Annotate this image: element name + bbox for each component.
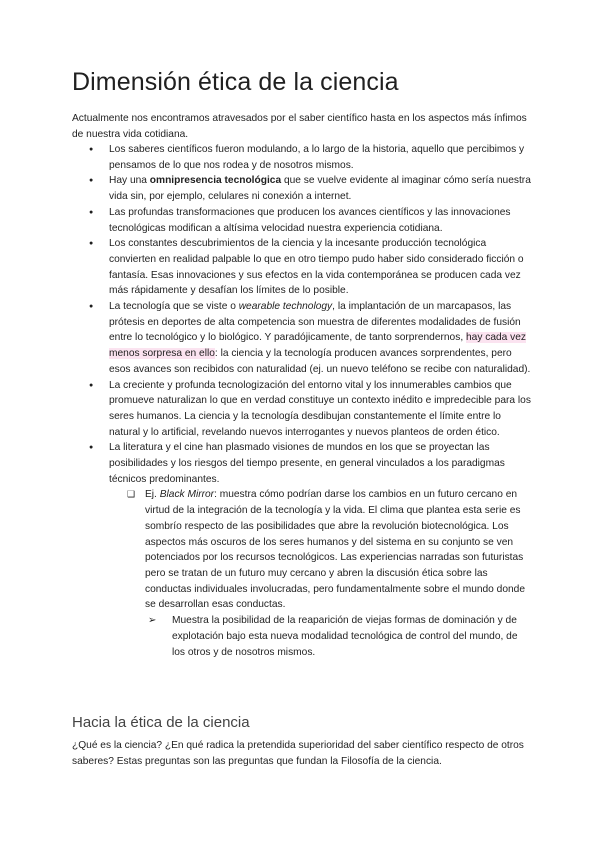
highlighted-text: hay cada vez menos sorpresa en ello <box>109 332 527 360</box>
bullet-text: La creciente y profunda tecnologización del entorno vital y los innumerables cambios que promueve naturalizan lo que en verdad constituye un contexto inédito e impredecible para los seres humanos. La ciencia y la tecnología desdibujan constantemente el límite entre lo natural y lo artificial, revelando nuevos interrogantes y nuevos planteos de orden ético. <box>109 379 531 438</box>
bullet-text: Hay una <box>109 175 150 187</box>
italic-title: Black Mirror <box>159 489 215 501</box>
list-item <box>72 142 532 173</box>
list-item <box>72 378 532 441</box>
sub-text: Ej. <box>145 489 160 501</box>
list-item <box>72 205 532 236</box>
sub-sub-list <box>145 613 532 660</box>
bullet-text: , la implantación de un marcapasos, las prótesis en deportes de alta competencia son muestra de diferentes modalidades de fusión entre lo tecnológico y lo biológico. Y paradójicamente, de tanto sorprendernos, <box>109 301 521 344</box>
list-item <box>72 173 532 204</box>
list-item <box>72 440 532 660</box>
bullet-text: La literatura y el cine han plasmado visiones de mundos en los que se proyectan las posibilidades y los riesgos del tiempo presente, en general vinculados a los paradigmas técnicos predominantes. <box>109 442 505 485</box>
bullet-list <box>72 142 532 660</box>
page-title: Dimensión ética de la ciencia <box>72 68 399 96</box>
sub-list <box>109 487 532 660</box>
intro-paragraph: Actualmente nos encontramos atravesados por el saber científico hasta en los aspectos más ínfimos de nuestra vida cotidiana. <box>72 113 527 140</box>
list-item <box>72 299 532 378</box>
sub-list-item <box>109 487 532 660</box>
bullet-text: Los constantes descubrimientos de la ciencia y la incesante producción tecnológica convierten en realidad palpable lo que en otro tiempo pudo haber sido considerado ficción o fantasía. Esas innovaciones y sus efectos en la vida contemporánea se producen cada vez más rápidamente y desafían los límites de lo posible. <box>109 238 524 297</box>
sub-text: : muestra cómo podrían darse los cambios en un futuro cercano en virtud de la integración de la tecnología y la vida. El clima que plantea esta serie es sombrío respecto de las posibilidades que abre la revolución biotecnológica. Los aspectos más oscuros de los seres humanos y del sistema en su conjunto se ven potenciados por los recursos tecnológicos. Las experiencias narradas son futuristas pero se tratan de un futuro muy cercano y abren la discusión ética sobre las conductas individuales involucradas, pero fundamentalmente sobre el mundo donde se desarrollan esas conductas. <box>145 489 526 611</box>
bullet-text: Los saberes científicos fueron modulando, a lo largo de la historia, aquello que percibimos y pensamos de lo que nos rodea y de nosotros mismos. <box>109 144 525 171</box>
section-heading: Hacia la ética de la ciencia <box>72 714 250 731</box>
bullet-text: Las profundas transformaciones que producen los avances científicos y las innovaciones tecnológicas modifican a altísima velocidad nuestra experiencia cotidiana. <box>109 206 511 234</box>
bold-term: omnipresencia tecnológica <box>149 175 282 187</box>
list-item <box>72 236 532 299</box>
italic-term: wearable technology <box>238 301 333 313</box>
sub-sub-list-item <box>145 613 532 660</box>
bullet-text: que se vuelve evidente al imaginar cómo sería nuestra vida sin, por ejemplo, celulares ni conexión a internet. <box>109 175 531 203</box>
bullet-text: La tecnología que se viste o <box>109 301 239 313</box>
bullet-text: : la ciencia y la tecnología producen avances sorprendentes, pero esos avances son recibidos con naturalidad (ej. un nuevo teléfono se recibe con naturalidad). <box>109 348 531 375</box>
sub-sub-text: Muestra la posibilidad de la reaparición de viejas formas de dominación y de explotación bajo esta nueva modalidad tecnológica de control del mundo, de los otros y de nosotros mismos. <box>172 615 518 658</box>
closing-paragraph: ¿Qué es la ciencia? ¿En qué radica la pretendida superioridad del saber científico respecto de otros saberes? Estas preguntas son las preguntas que fundan la Filosofía de la ciencia. <box>72 740 524 767</box>
